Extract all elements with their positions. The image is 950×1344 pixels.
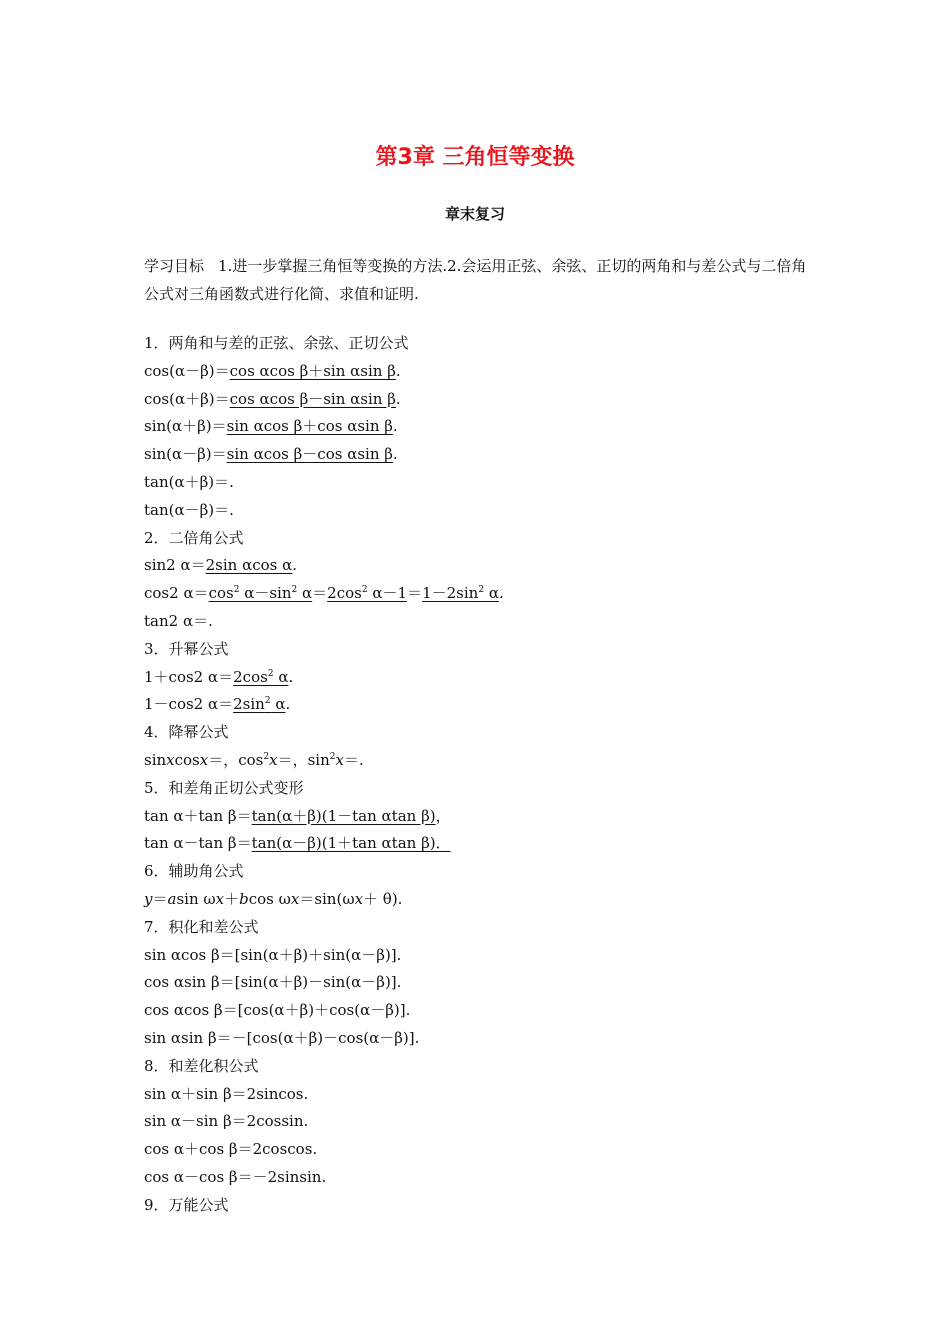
section-heading: 7．积化和差公式 bbox=[144, 917, 259, 936]
learning-goals bbox=[144, 252, 810, 308]
term: α bbox=[484, 584, 499, 603]
formula-answer: tan(α－β)(1＋tan αtan β)． bbox=[251, 834, 451, 853]
section-heading: 6．辅助角公式 bbox=[144, 862, 244, 881]
term: ＋ θ). bbox=[363, 889, 403, 908]
formula-line: cos αcos β＝[cos(α＋β)＋cos(α－β)]. bbox=[144, 1001, 411, 1020]
variable: b bbox=[239, 889, 249, 908]
formula-line bbox=[144, 580, 810, 608]
formula-line: tan(α－β)＝. bbox=[144, 500, 234, 519]
formula-lhs: 1＋cos2 α＝ bbox=[144, 667, 234, 686]
punct: . bbox=[395, 389, 401, 408]
exponent: 2 bbox=[264, 696, 271, 707]
term: α bbox=[270, 695, 286, 714]
variable: x bbox=[335, 750, 344, 769]
exponent: 2 bbox=[361, 585, 368, 596]
term: ＝sin(ω bbox=[299, 889, 355, 908]
goals-label: 学习目标 bbox=[144, 257, 205, 275]
section-heading: 4．降幂公式 bbox=[144, 723, 229, 742]
formula-line bbox=[144, 747, 810, 775]
formula-lhs: 1－cos2 α＝ bbox=[144, 695, 234, 714]
formula-line bbox=[144, 441, 810, 469]
term: cos bbox=[208, 584, 234, 603]
punct: ， bbox=[435, 806, 451, 825]
formula-lhs: sin(α＋β)＝ bbox=[144, 417, 227, 436]
exponent: 2 bbox=[291, 585, 298, 596]
term: sin ω bbox=[176, 889, 216, 908]
formula-lhs: sin2 α＝ bbox=[144, 556, 206, 575]
term: cos ω bbox=[248, 889, 291, 908]
goals-text: 1.进一步掌握三角恒等变换的方法.2.会运用正弦、余弦、正切的两角和与差公式与二倍角公式对三角函数式进行化简、求值和证明. bbox=[144, 257, 807, 303]
section-heading: 5．和差角正切公式变形 bbox=[144, 778, 304, 797]
formula-line bbox=[144, 386, 810, 414]
formula-line: sin α＋sin β＝2sincos. bbox=[144, 1084, 309, 1103]
formula-line bbox=[144, 552, 810, 580]
term: cos bbox=[174, 750, 200, 769]
formula-line bbox=[144, 413, 810, 441]
section-title: 章末复习 bbox=[444, 205, 505, 223]
punct: . bbox=[498, 584, 504, 603]
formula-line: cos α＋cos β＝2coscos. bbox=[144, 1140, 318, 1159]
formula-answer: sin αcos β－cos αsin β bbox=[226, 445, 393, 464]
formula-line: cos α－cos β＝－2sinsin. bbox=[144, 1167, 327, 1186]
formula-line: tan2 α＝. bbox=[144, 611, 213, 630]
formula-lhs: cos2 α＝ bbox=[144, 584, 209, 603]
formula-answer: cos αcos β－sin αsin β bbox=[229, 389, 396, 408]
formula-answer bbox=[209, 584, 313, 602]
formula-answer bbox=[422, 584, 499, 602]
punct: . bbox=[292, 556, 298, 575]
section-heading: 3．升幂公式 bbox=[144, 639, 229, 658]
chapter-title: 第3章 三角恒等变换 bbox=[375, 145, 575, 170]
term: 2cos bbox=[233, 667, 268, 686]
formula-line: sin αsin β＝－[cos(α＋β)－cos(α－β)]. bbox=[144, 1028, 420, 1047]
formula-lhs: cos(α＋β)＝ bbox=[144, 389, 230, 408]
formula-line bbox=[144, 691, 810, 719]
term: α bbox=[273, 667, 289, 686]
exponent: 2 bbox=[233, 585, 240, 596]
punct: . bbox=[288, 667, 294, 686]
term: ＝. bbox=[343, 750, 364, 769]
section-heading: 8．和差化积公式 bbox=[144, 1056, 259, 1075]
equals: ＝ bbox=[407, 584, 423, 603]
term: α bbox=[297, 584, 313, 603]
exponent: 2 bbox=[329, 751, 336, 762]
punct: . bbox=[392, 445, 398, 464]
term: 2sin bbox=[233, 695, 265, 714]
formula-answer bbox=[327, 584, 407, 602]
formula-line bbox=[144, 886, 810, 914]
term: α－1 bbox=[367, 584, 408, 603]
variable: x bbox=[269, 750, 278, 769]
variable: x bbox=[199, 750, 209, 769]
formula-line: sin αcos β＝[sin(α＋β)＋sin(α－β)]. bbox=[144, 945, 402, 964]
variable: a bbox=[167, 889, 177, 908]
exponent: 2 bbox=[267, 668, 274, 679]
term: sin bbox=[144, 750, 167, 769]
formula-answer: 2sin αcos α bbox=[205, 556, 293, 575]
punct: . bbox=[285, 695, 291, 714]
formula-line: cos αsin β＝[sin(α＋β)－sin(α－β)]. bbox=[144, 973, 402, 992]
term: 1－2sin bbox=[422, 584, 479, 603]
formula-lhs: tan α＋tan β＝ bbox=[144, 806, 252, 825]
exponent: 2 bbox=[478, 585, 485, 596]
variable: y bbox=[144, 889, 153, 908]
variable: x bbox=[354, 889, 364, 908]
formula-answer: cos αcos β＋sin αsin β bbox=[229, 361, 396, 380]
formula-lhs: sin(α－β)＝ bbox=[144, 445, 227, 464]
formula-line bbox=[144, 830, 810, 858]
formula-line bbox=[144, 803, 810, 831]
section-heading: 1．两角和与差的正弦、余弦、正切公式 bbox=[144, 334, 409, 352]
term: ＝，cos bbox=[208, 750, 264, 769]
formula-answer bbox=[233, 695, 285, 713]
term: α－sin bbox=[239, 584, 292, 603]
equals: ＝ bbox=[312, 584, 328, 603]
variable: x bbox=[166, 750, 175, 769]
formula-line bbox=[144, 358, 810, 386]
formula-list bbox=[144, 330, 810, 1220]
punct: . bbox=[392, 417, 398, 436]
formula-answer: sin αcos β＋cos αsin β bbox=[226, 417, 393, 436]
section-heading: 2．二倍角公式 bbox=[144, 528, 244, 547]
formula-line: tan(α＋β)＝. bbox=[144, 472, 234, 491]
term: 2cos bbox=[327, 584, 362, 603]
formula-line bbox=[144, 664, 810, 692]
punct: . bbox=[395, 361, 401, 380]
term: ＋ bbox=[224, 889, 240, 908]
term: ＝，sin bbox=[277, 750, 330, 769]
term: ＝ bbox=[152, 889, 168, 908]
formula-lhs: tan α－tan β＝ bbox=[144, 834, 252, 853]
formula-answer bbox=[233, 668, 288, 686]
formula-line: sin α－sin β＝2cossin. bbox=[144, 1112, 309, 1131]
exponent: 2 bbox=[263, 751, 270, 762]
variable: x bbox=[290, 889, 300, 908]
formula-answer: tan(α＋β)(1－tan αtan β) bbox=[251, 806, 436, 825]
variable: x bbox=[215, 889, 225, 908]
section-heading: 9．万能公式 bbox=[144, 1195, 229, 1214]
formula-lhs: cos(α－β)＝ bbox=[144, 361, 230, 380]
